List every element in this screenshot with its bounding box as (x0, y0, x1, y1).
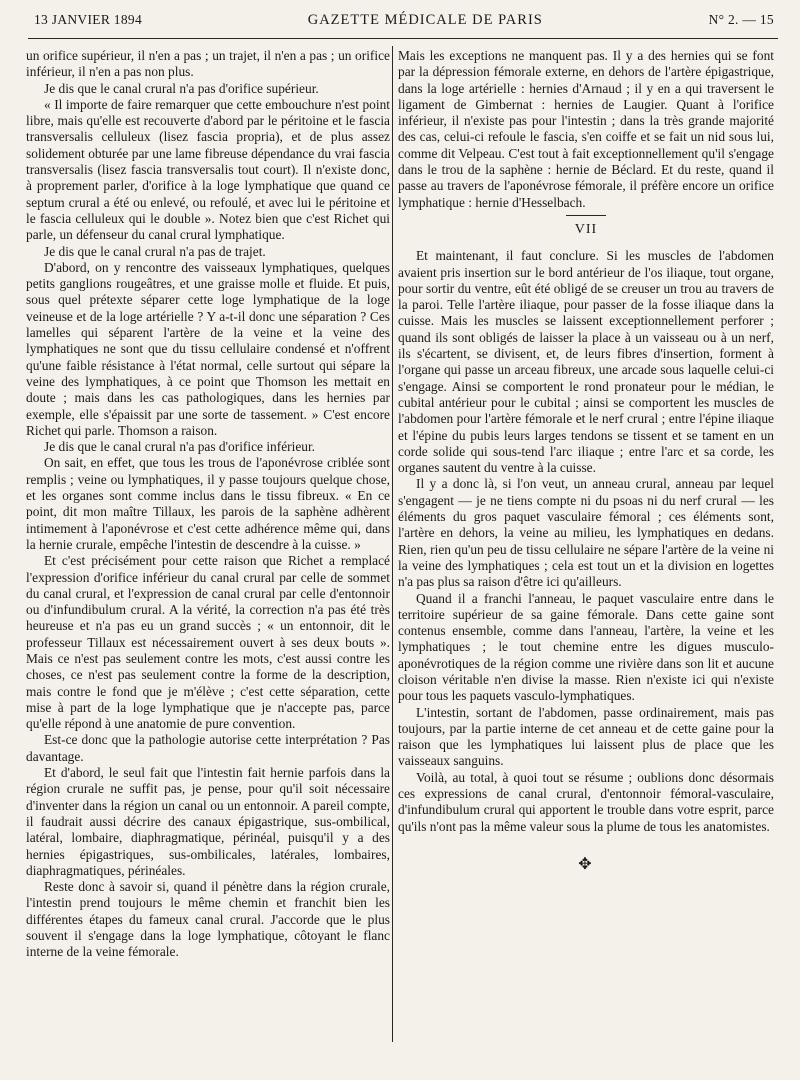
right-column-top-text (398, 48, 774, 211)
column-divider (392, 46, 393, 1042)
journal-title: GAZETTE MÉDICALE DE PARIS (307, 12, 543, 28)
paragraph: Je dis que le canal crural n'a pas d'orifice supérieur. (44, 80, 319, 96)
end-ornament: ✥ (578, 855, 594, 873)
paragraph: On sait, en effet, que tous les trous de l'aponévrose criblée sont remplis ; veine ou lymphatiques, il y passe toujours quelque chose, et les organes sont comme inclus dans le tissu fibreux. « En ce point, dit mon maître Tillaux, les parois de la saphène adhèrent intimement à l'aponévrose et c'est cette adhérence même qui, dans la hernie crurale, empêche l'intestin de descendre à la cuisse. » (26, 455, 390, 552)
paragraph: D'abord, on y rencontre des vaisseaux lymphatiques, quelques petits ganglions rougeâtres, et une graisse molle et fluide. Et puis, sous quel prétexte séparer cette loge lymphatique de la loge veineuse et de la loge artérielle ? Y a-t-il donc une séparation ? Ces lamelles qui séparent l'artère de la veine et la veine des lymphatiques ne sont que du tissu cellulaire condensé et n'offrent qu'une faible résistance à l'état normal, celle surtout qui sépare la veine des lymphatiques, à ce point que Thomson les mettait en doute ; mais dans les cas pathologiques, dans les hernies par exemple, elle s'épaissit par une sorte de tassement. » C'est encore Richet qui parle. Thomson a raison. (26, 259, 390, 438)
page-header (34, 12, 774, 38)
paragraph: Et d'abord, le seul fait que l'intestin fait hernie parfois dans la région crurale ne suffit pas, je pense, pour qu'il soit nécessaire d'inventer dans la région un canal ou un entonnoir. A pareil compte, il faudrait aussi décrire des canaux épigastrique, sus-ombilical, latéral, lombaire, diaphragmatique, périnéal, puisqu'il y a des hernies épigastriques, sus-ombilicales, latérales, lombaires, diaphragmatiques, périnéales. (26, 765, 390, 878)
paragraph: Voilà, au total, à quoi tout se résume ; oublions donc désormais ces expressions de canal crural, d'entonnoir fémoral-vasculaire, d'infundibulum crural qui apportent le trouble dans votre esprit, parce qu'ils n'ont pas la même valeur sous la plume de tous les anatomistes. (398, 769, 774, 834)
paragraph: Et maintenant, il faut conclure. Si les muscles de l'abdomen avaient pris insertion sur le bord antérieur de l'os iliaque, tout organe, pour sortir du ventre, eût été obligé de se creuser un trou au travers de la paroi. Telle l'artère iliaque, pour passer de la fosse iliaque dans la cuisse. Mais les muscles se laissent exceptionnellement perforer ; quand ils sont obligés de laisser la place à un vaisseau ou à un nerf, ils s'écartent, se divisent, et, de leurs fibres d'insertion, forment à l'organe qui passe un arceau fibreux, une arcade sous laquelle celui-ci s'engage. Ainsi se comportent le rond pronateur pour le médian, le cubital antérieur pour le cubital ; ainsi se comportent les muscles de l'abdomen pour l'artère fémorale et le nerf crural ; entre l'épine iliaque et l'épine du pubis leurs larges tendons se tissent et se tament en un corde solide qui sous-tend l'arc iliaque ; entre l'arc et sa corde, les organes sautent du ventre à la cuisse. (398, 248, 774, 476)
paragraph: Je dis que le canal crural n'a pas d'orifice inférieur. (44, 439, 316, 455)
paragraph: Reste donc à savoir si, quand il pénètre dans la région crurale, l'intestin prend toujours le même chemin et franchit bien les différentes étapes du fameux canal crural. J'accorde que le plus souvent il s'engage dans la loge lymphatique, côtoyant le flanc interne de la veine fémorale. (26, 879, 390, 960)
paragraph: Est-ce donc que la pathologie autorise cette interprétation ? Pas davantage. (26, 732, 390, 764)
right-column-bottom-text (398, 248, 774, 835)
paragraph: un orifice supérieur, il n'en a pas ; un trajet, il n'en a pas ; un orifice inférieur, il n'en a pas non plus. (26, 48, 390, 80)
section-number: VII (574, 221, 598, 237)
paragraph: « Il importe de faire remarquer que cette embouchure n'est point libre, mais qu'elle est recouverte d'abord par le péritoine et le fascia transversalis celluleux (lisez fascia propria), et de plus assez solidement obturée par une lame fibreuse dépendance du vrai fascia transversalis (lisez fascia transversalis tout court). Il n'existe donc, à proprement parler, d'orifice à la loge lymphatique que quand ce septum crural a été ou enlevé, ou refoulé, et avec lui le péritoine et le fascia celluleux qui le double ». Notez bien que c'est Richet qui parle, un défenseur du canal crural lymphatique. (26, 96, 390, 243)
left-column (26, 48, 390, 1048)
paragraph: Mais les exceptions ne manquent pas. Il y a des hernies qui se font par la dépression fémorale externe, en dehors de l'artère épigastrique, dans la loge artérielle : hernies d'Arnaud ; il y en a qui traversent le ligament de Gimbernat : hernies de Laugier. Quant à l'orifice inférieur, il n'existe pas pour l'intestin ; dans la très grande majorité des cas, celui-ci refoule le fascia, s'en coiffe et se fait un nid sous lui, comme dit Velpeau. C'est tout à fait exceptionnellement qu'il s'engage dans le trou de la saphène : hernie de Béclard. Et du reste, quand il passe au travers de l'aponévrose fémorale, il préfère encore un orifice lymphatique : hernie d'Hesselbach. (398, 48, 774, 210)
paragraph: L'intestin, sortant de l'abdomen, passe ordinairement, mais pas toujours, par la partie interne de cet anneau et de cette gaine pour la raison que les lymphatiques lui laissent plus de place que les vaisseaux sanguins. (398, 704, 774, 769)
issue-date: 13 JANVIER 1894 (34, 12, 142, 27)
paragraph: Il y a donc là, si l'on veut, un anneau crural, anneau par lequel s'engagent — je ne tiens compte ni du psoas ni du nerf crural — les éléments du gros paquet vasculaire fémoral ; ces éléments sont, l'artère en dehors, la veine au milieu, les lymphatiques en dedans. Rien, rien qu'un peu de tissu cellulaire ne sépare l'artère de la veine ni la veine des lymphatiques ; cela est tout un et la division en logettes n'a pas plus sa raison d'être ici qu'ailleurs. (398, 476, 774, 590)
right-column (398, 48, 774, 1048)
section-rule (566, 215, 606, 216)
issue-page-number: N° 2. — 15 (708, 12, 774, 27)
paragraph: Et c'est précisément pour cette raison que Richet a remplacé l'expression d'orifice inférieur du canal crural par celle de sommet du canal crural, et l'expression de canal crural par celle d'entonnoir ou d'infundibulum crural. A la vérité, la correction n'a pas été très heureuse et n'a pas eu un grand succès ; « un entonnoir, dit le professeur Tillaux est nécessairement ouvert à ses deux bouts ». Mais ce n'est pas seulement contre les mots, c'est aussi contre les choses, ce n'est pas seulement contre la forme de la description, mais contre le fond que je m'élève ; c'est cette séparation, cette mise à part de la loge lymphatique que je n'accepte pas, parce qu'elle répond à une anatomie de pure convention. (26, 553, 390, 732)
paragraph: Je dis que le canal crural n'a pas de trajet. (44, 243, 266, 259)
header-rule (28, 38, 778, 39)
paragraph: Quand il a franchi l'anneau, le paquet vasculaire entre dans le territoire supérieur de sa gaine fémorale. Dans cette gaine sont contenus ensemble, comme dans l'anneau, l'artère, la veine et les lymphatiques ; le tout chemine entre les digues musculo-aponévrotiques de la région comme une rivière dans son lit et aucune cloison véritable n'en divise la masse. Rien n'existe ici qui n'existe pour tous les paquets vasculo-lymphatiques. (398, 590, 774, 704)
